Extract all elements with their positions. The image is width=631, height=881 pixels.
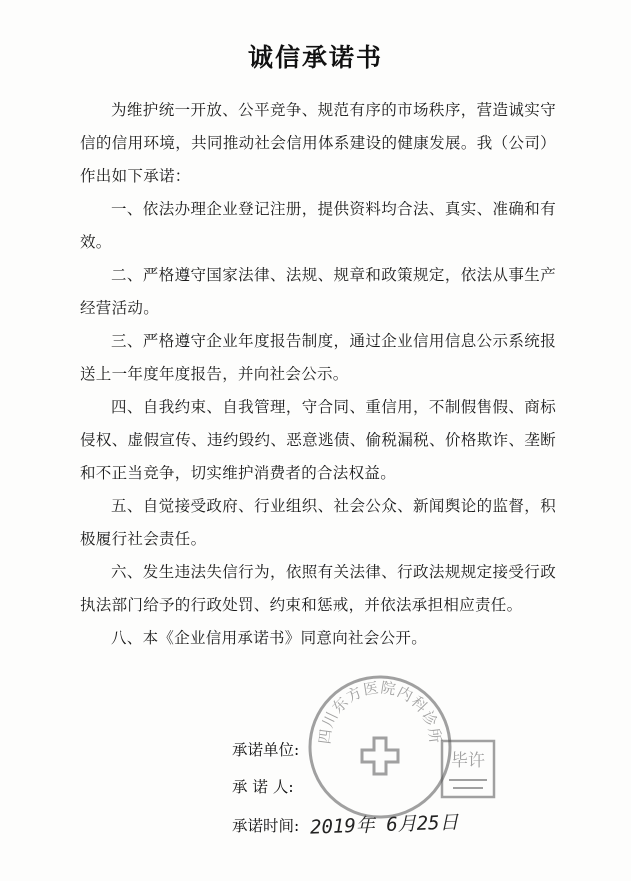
paragraph-item-2: 二、严格遵守国家法律、法规、规章和政策规定，依法从事生产经营活动。 [80, 266, 556, 317]
paragraph-item-3: 三、严格遵守企业年度报告制度，通过企业信用信息公示系统报送上一年度年度报告，并向社会公示。 [80, 332, 556, 383]
paragraph-item-1: 一、依法办理企业登记注册，提供资料均合法、真实、准确和有效。 [80, 200, 556, 251]
signature-unit-label: 承诺单位: [232, 741, 300, 759]
signature-time-label: 承诺时间: [232, 817, 300, 835]
document-body [80, 94, 556, 655]
document-title: 诚信承诺书 [247, 43, 383, 72]
paragraph-item-8: 八、本《企业信用承诺书》同意向社会公开。 [111, 629, 428, 647]
stamp-text: 毕许 [451, 751, 485, 771]
svg-text:四川东方医院内科诊所 [316, 678, 445, 745]
signature-person-row [232, 775, 294, 797]
signature-person-label: 承 诺 人: [232, 778, 294, 796]
paragraph-intro: 为维护统一开放、公平竞争、规范有序的市场秩序，营造诚实守信的信用环境，共同推动社会信用体系建设的健康发展。我（公司）作出如下承诺： [80, 101, 556, 185]
paragraph-item-4: 四、自我约束、自我管理，守合同、重信用，不制假售假、商标侵权、虚假宣传、违约毁约、恶意逃债、偷税漏税、价格欺诈、垄断和不正当竞争，切实维护消费者的合法权益。 [80, 398, 556, 482]
official-seal-icon [305, 672, 455, 822]
paragraph-item-5: 五、自觉接受政府、行业组织、社会公众、新闻舆论的监督，积极履行社会责任。 [80, 497, 556, 548]
small-stamp-icon [439, 738, 497, 800]
signature-time-value: 2019年 6月25日 [309, 811, 460, 839]
paragraph-item-6: 六、发生违法失信行为，依照有关法律、行政法规规定接受行政执法部门给予的行政处罚、约束和惩戒，并依法承担相应责任。 [80, 563, 556, 614]
seal-text: 四川东方医院内科诊所 [315, 678, 445, 746]
signature-unit-row [232, 738, 299, 760]
